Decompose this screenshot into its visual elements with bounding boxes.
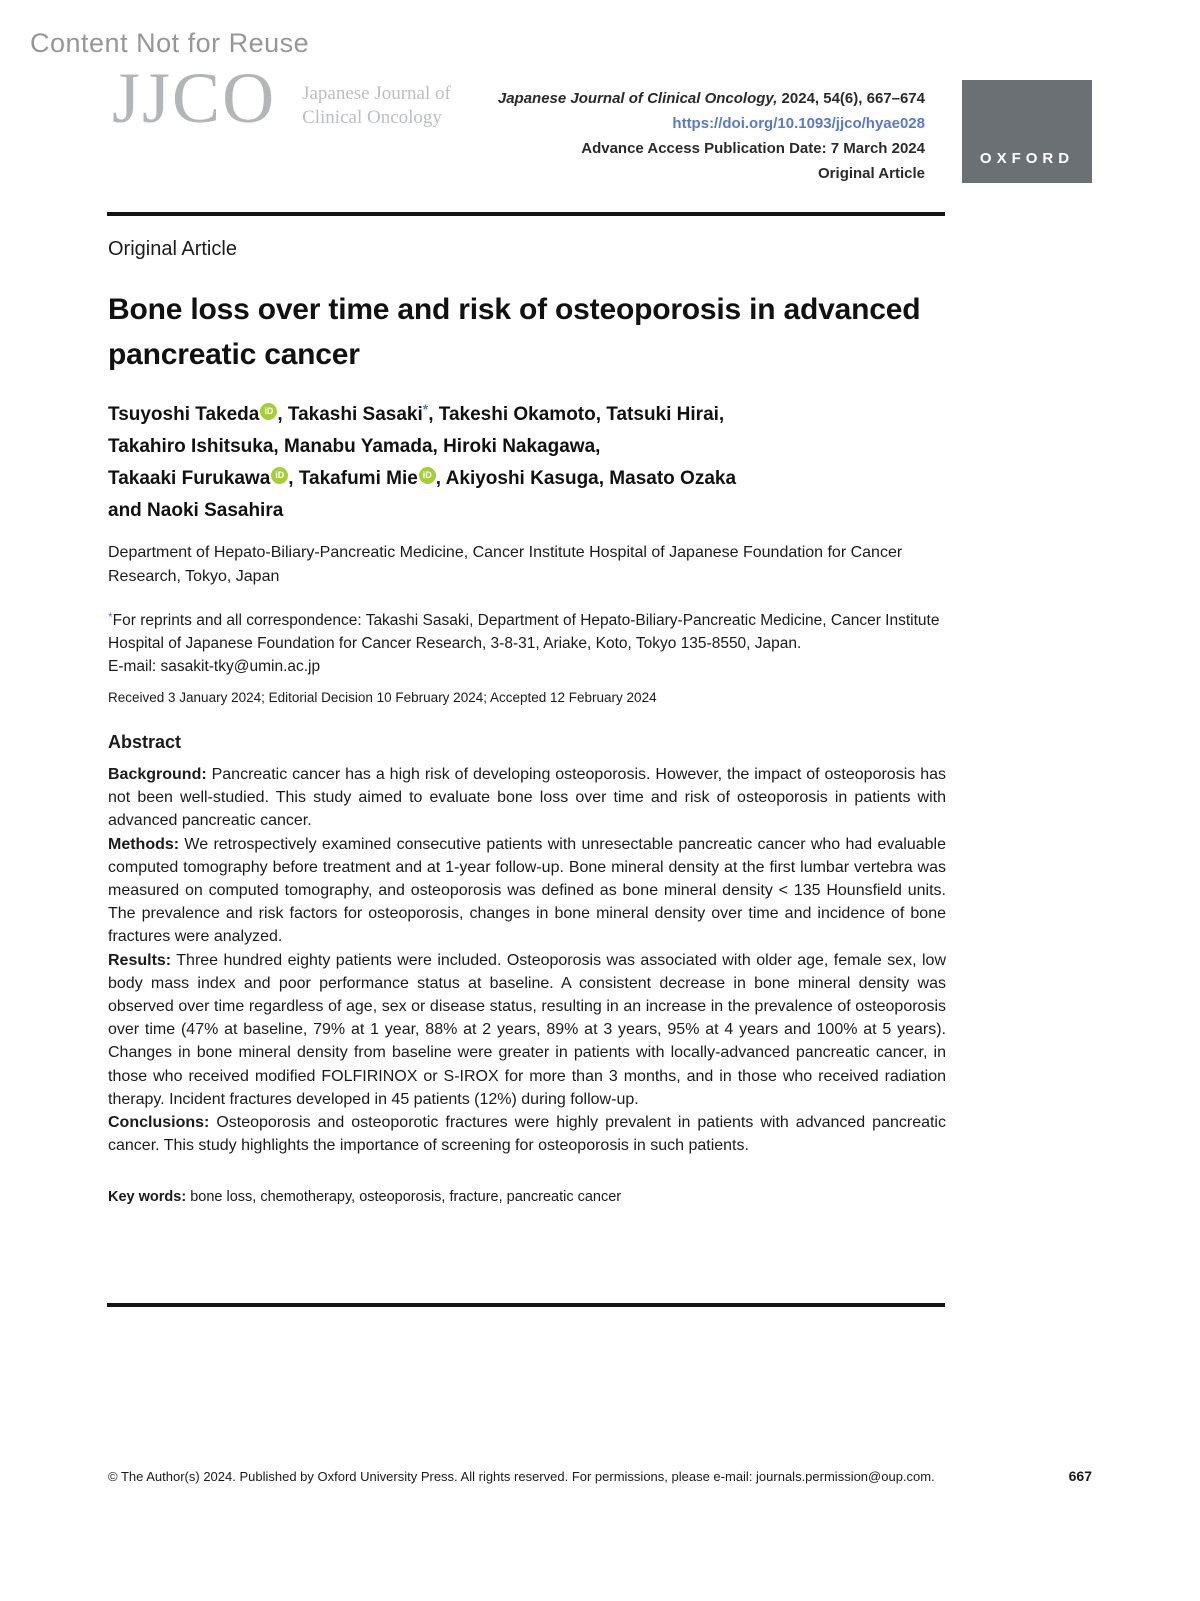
author-mie: , Takafumi Mie: [288, 468, 418, 489]
authors-line1-rest: , Takeshi Okamoto, Tatsuki Hirai,: [428, 404, 725, 425]
orcid-icon[interactable]: iD: [271, 467, 288, 484]
journal-masthead: [112, 58, 451, 138]
authors-line4: and Naoki Sasahira: [108, 500, 284, 521]
abstract-results: [108, 949, 946, 1111]
content-not-for-reuse-watermark: Content Not for Reuse: [30, 28, 310, 58]
journal-tagline: [302, 58, 451, 130]
citation-volume-pages: 2024, 54(6), 667–674: [777, 90, 925, 107]
article-content: [108, 238, 946, 1207]
keywords-text: bone loss, chemotherapy, osteoporosis, fracture, pancreatic cancer: [190, 1189, 622, 1206]
citation-line: [498, 86, 925, 111]
page-number: 667: [1068, 1468, 1092, 1484]
corresponding-author-asterisk: *: [422, 401, 429, 417]
article-title: Bone loss over time and risk of osteoporosis in advanced pancreatic cancer: [108, 293, 921, 371]
abstract-methods-text: We retrospectively examined consecutive patients with unresectable pancreatic cancer who had evaluable computed tomography before treatment and at 1-year follow-up. Bone mineral density at the first lumbar vertebra was measured on computed tomography, and osteoporosis was defined as bone mineral density < 135 Hounsfield units. The prevalence and risk factors for osteoporosis, changes in bone mineral density over time and incidence of bone fractures were analyzed.: [108, 835, 946, 946]
authors-line3-rest: , Akiyoshi Kasuga, Masato Ozaka: [435, 468, 737, 489]
abstract-background-text: Pancreatic cancer has a high risk of developing osteoporosis. However, the impact of osteoporosis has not been well-studied. This study aimed to evaluate bone loss over time and risk of osteoporosis in patients with advanced pancreatic cancer.: [108, 766, 946, 830]
correspondence-text: For reprints and all correspondence: Takashi Sasaki, Department of Hepato-Biliary-Pancreatic Medicine, Cancer Institute Hospital of Japanese Foundation for Cancer Research, 3-8-31, Ariake, Koto, Tokyo 135-8550, Japan.: [108, 612, 940, 652]
oxford-university-press-logo: [962, 80, 1092, 183]
advance-access-date: Advance Access Publication Date: 7 March 2024: [581, 140, 925, 157]
author-list: [108, 393, 946, 527]
oxford-logo-text: OXFORD: [979, 150, 1075, 167]
abstract-conclusions-label: Conclusions:: [108, 1114, 210, 1132]
author-furukawa: Takaaki Furukawa: [108, 468, 271, 489]
copyright-notice: © The Author(s) 2024. Published by Oxford University Press. All rights reserved. For permissions, please e-mail: journals.permission@oup.com.: [108, 1469, 935, 1484]
tagline-line-2: Clinical Oncology: [302, 107, 442, 128]
orcid-icon[interactable]: iD: [260, 403, 277, 420]
abstract-background-label: Background:: [108, 766, 207, 783]
page-footer: [108, 1468, 1092, 1484]
abstract-results-text: Three hundred eighty patients were included. Osteoporosis was associated with older age, female sex, low body mass index and poor performance status at baseline. A consistent decrease in bone mineral density was observed over time regardless of age, sex or disease status, resulting in an increase in the prevalence of osteoporosis over time (47% at baseline, 79% at 1 year, 88% at 2 years, 89% at 3 years, 95% at 4 years and 100% at 5 years). Changes in bone mineral density from baseline were greater in patients with locally-advanced pancreatic cancer, in those who received modified FOLFIRINOX or S-IROX for more than 3 months, and in those who received radiation therapy. Incident fractures developed in 45 patients (12%) during follow-up.: [108, 951, 947, 1108]
header-divider-rule: [107, 212, 945, 216]
authors-line2: Takahiro Ishitsuka, Manabu Yamada, Hiroki Nakagawa,: [108, 436, 601, 457]
abstract-methods: [108, 833, 946, 949]
doi-link[interactable]: https://doi.org/10.1093/jjco/hyae028: [672, 115, 925, 132]
section-label: Original Article: [108, 238, 237, 260]
article-history: Received 3 January 2024; Editorial Decision 10 February 2024; Accepted 12 February 2024: [108, 690, 657, 705]
citation-block: [498, 86, 925, 186]
abstract-conclusions-text: Osteoporosis and osteoporotic fractures were highly prevalent in patients with advanced pancreatic cancer. This study highlights the importance of screening for osteoporosis in such patients.: [108, 1114, 946, 1155]
orcid-icon[interactable]: iD: [419, 467, 436, 484]
author-takeda: Tsuyoshi Takeda: [108, 404, 260, 425]
tagline-line-1: Japanese Journal of: [302, 83, 451, 104]
correspondence-note: [108, 606, 946, 678]
correspondence-asterisk: *: [108, 610, 113, 624]
citation-journal-name: Japanese Journal of Clinical Oncology,: [497, 90, 778, 107]
abstract-methods-label: Methods:: [108, 835, 180, 853]
footer-divider-rule: [107, 1303, 945, 1307]
affiliation: Department of Hepato-Biliary-Pancreatic Medicine, Cancer Institute Hospital of Japanese Foundation for Cancer Research, Tokyo, Japan: [108, 544, 903, 585]
keywords-line: [108, 1187, 946, 1207]
abstract-heading: Abstract: [108, 732, 182, 752]
correspondence-email: E-mail: sasakit-tky@umin.ac.jp: [108, 658, 321, 675]
article-type-label: Original Article: [818, 165, 925, 182]
abstract-background: [108, 763, 946, 833]
jjco-logo: JJCO: [112, 58, 277, 138]
abstract-conclusions: [108, 1111, 946, 1157]
author-sasaki: , Takashi Sasaki: [277, 404, 423, 425]
keywords-label: Key words:: [108, 1189, 187, 1206]
abstract-results-label: Results:: [108, 951, 172, 969]
